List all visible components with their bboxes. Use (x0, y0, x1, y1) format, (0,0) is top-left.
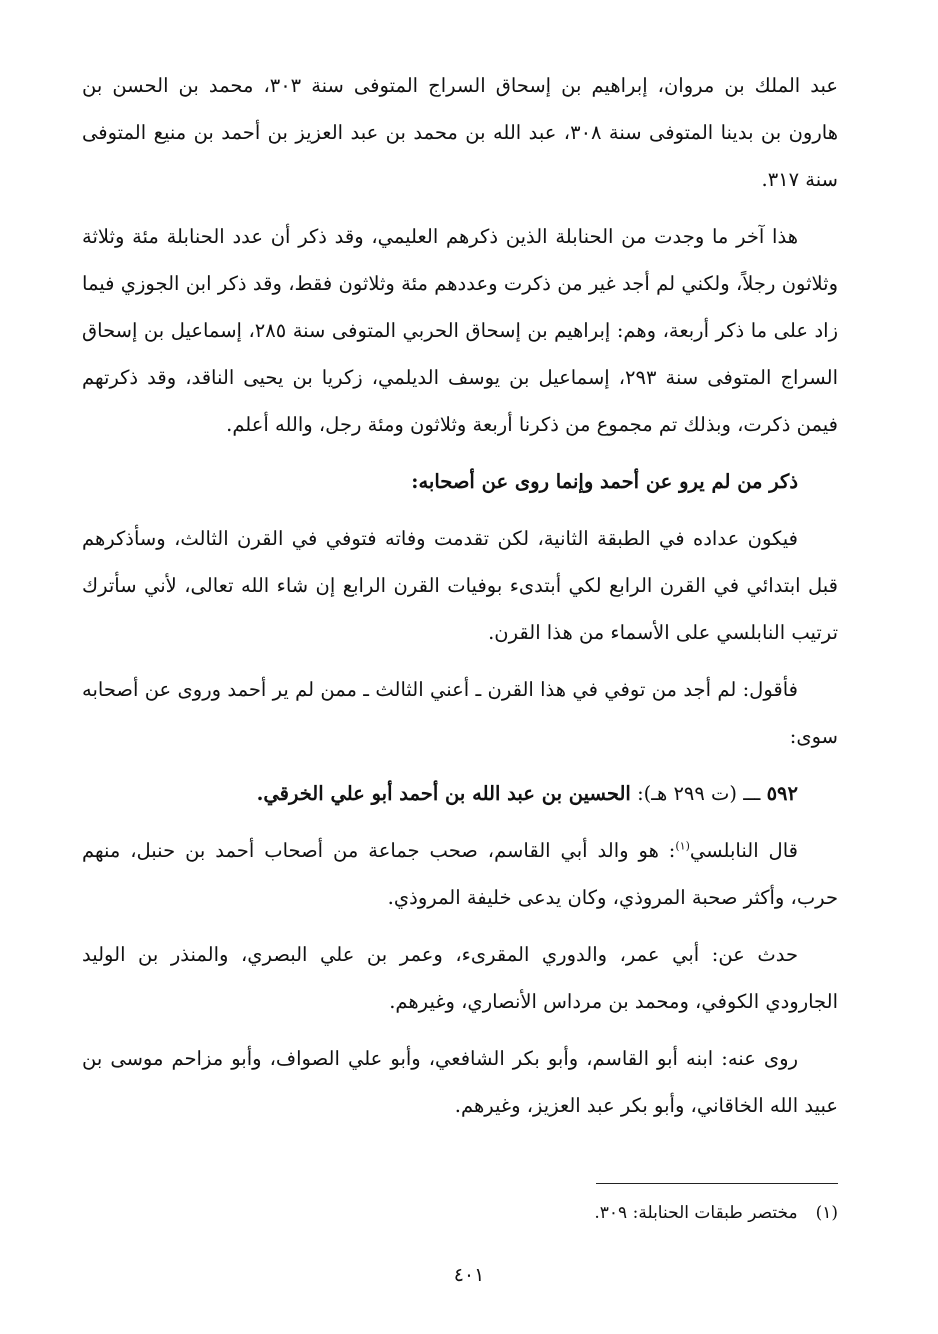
paragraph-3: فيكون عداده في الطبقة الثانية، لكن تقدمت وفاته فتوفي في القرن الثالث، وسأذكرهم قبل ابتدائي في القرن الرابع لكي أبتدىء بوفيات القرن الرابع إن شاء الله تعالى، لأني سأترك ترتيب النابلسي على الأسماء من هذا القرن. (82, 527, 838, 644)
paragraph-2: هذا آخر ما وجدت من الحنابلة الذين ذكرهم العليمي، وقد ذكر أن عدد الحنابلة مئة وثلاثة وثلاثون رجلاً، ولكني لم أجد غير من ذكرت وعددهم مئة وثلاثون فقط، وقد ذكر ابن الجوزي فيما زاد على ما ذكر أربعة، وهم: إبراهيم بن إسحاق الحربي المتوفى سنة ٢٨٥، إسماعيل بن إسحاق السراج المتوفى سنة ٢٩٣، إسماعيل بن يوسف الديلمي، زكريا بن يحيى الناقد، وقد ذكرتهم فيمن ذكرت، وبذلك تم مجموع من ذكرنا أربعة وثلاثون ومئة رجل، والله أعلم. (82, 225, 838, 436)
footnote-separator (596, 1183, 838, 1184)
paragraph-5-rest: : هو والد أبي القاسم، صحب جماعة من أصحاب أحمد بن حنبل، منهم حرب، وأكثر صحبة المروذي، وكان يدعى خليفة المروذي. (82, 839, 838, 909)
entry-name: الحسين بن عبد الله بن أحمد أبو علي الخرقي. (256, 782, 631, 805)
footnote-reference[interactable]: (١) (675, 839, 690, 853)
footnote (82, 1198, 838, 1228)
section-heading: ذكر من لم يرو عن أحمد وإنما روى عن أصحابه: (411, 470, 798, 493)
paragraph-5-lead: قال النابلسي (689, 839, 798, 862)
page-body (82, 62, 838, 1139)
paragraph-6: حدث عن: أبي عمر، والدوري المقرىء، وعمر بن علي البصري، والمنذر بن الوليد الجارودي الكوفي، ومحمد بن مرداس الأنصاري، وغيرهم. (82, 943, 838, 1013)
page-number: ٤٠١ (453, 1264, 485, 1286)
entry-date: (ت ٢٩٩ هـ): (637, 782, 738, 805)
footnote-number: (١) (815, 1203, 838, 1223)
entry-number: ٥٩٢ (766, 782, 798, 805)
paragraph-7: روى عنه: ابنه أبو القاسم، وأبو بكر الشافعي، وأبو علي الصواف، وأبو مزاحم موسى بن عبيد الله الخاقاني، وأبو بكر عبد العزيز، وغيرهم. (82, 1047, 838, 1117)
paragraph-1: عبد الملك بن مروان، إبراهيم بن إسحاق السراج المتوفى سنة ٣٠٣، محمد بن الحسن بن هارون بن بدينا المتوفى سنة ٣٠٨، عبد الله بن محمد بن عبد العزيز بن أحمد بن منيع المتوفى سنة ٣١٧. (82, 74, 838, 191)
entry-heading: ٥٩٢ ـــ (ت ٢٩٩ هـ): الحسين بن عبد الله بن أحمد أبو علي الخرقي. (256, 782, 798, 805)
paragraph-5 (82, 827, 838, 921)
footnote-text: مختصر طبقات الحنابلة: ٣٠٩. (594, 1203, 798, 1223)
paragraph-4: فأقول: لم أجد من توفي في هذا القرن ـ أعني الثالث ـ ممن لم ير أحمد وروى عن أصحابه سوى: (82, 678, 838, 748)
